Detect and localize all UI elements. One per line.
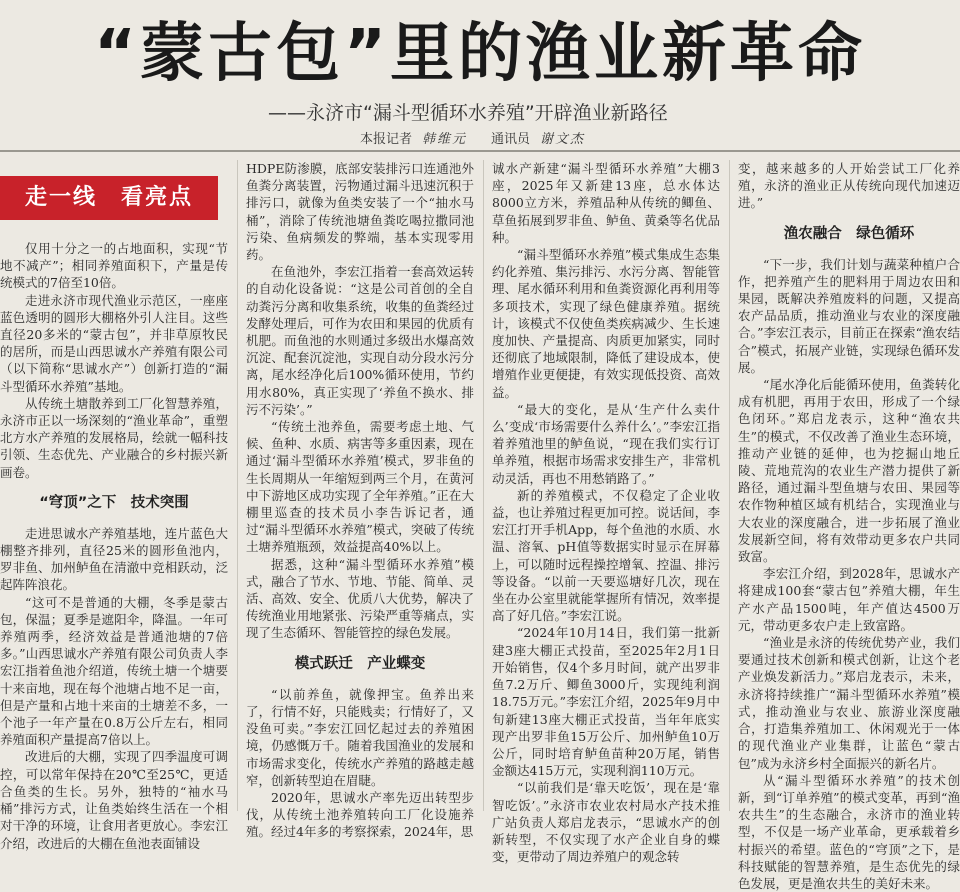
section-heading: 渔农融合 绿色循环 bbox=[783, 225, 915, 242]
paragraph: “以前我们是‘靠天吃饭’，现在是‘靠智吃饭’。”永济市农业农村局水产技术推广站负责人郑启龙表示，“思诚水产的创新转型，不仅实现了水产企业自身的蝶变，更带动了周边养殖户的观念转 bbox=[492, 780, 720, 865]
article-column-3 bbox=[492, 160, 720, 865]
paragraph: 据悉，这种“漏斗型循环水养殖”模式，融合了节水、节地、节能、简单、灵活、高效、安全、优质八大优势，解决了传统渔业用地紧张、污染严重等痛点，实现了生态循环、智能管控的绿色发展。 bbox=[246, 556, 474, 641]
paragraph: “以前养鱼，就像押宝。鱼养出来了，行情不好，只能贱卖；行情好了，又没鱼可卖。”李宏江回忆起过去的养殖困境，仍感慨万千。随着我国渔业的发展和市场需求变化，传统水产养殖的路越走越窄，创新转型迫在眉睫。 bbox=[246, 686, 474, 788]
reporter-name: 韩维元 bbox=[422, 132, 468, 147]
paragraph: 改进后的大棚，实现了四季温度可调控，可以常年保持在20℃至25℃，更适合鱼类的生长。另外，独特的“袖水马桶”排污方式，让鱼类始终生活在一个相对干净的环境，让食用者更放心。李宏江介绍，改进后的大棚在鱼池表面铺设 bbox=[0, 749, 228, 851]
paragraph: 从传统土塘散养到工厂化智慧养殖，永济市正以一场深刻的“渔业革命”，重塑北方水产养殖的发展格局，绘就一幅科技引领、生态优先、产业融合的乡村振兴新画卷。 bbox=[0, 395, 228, 480]
paragraph: 走进永济市现代渔业示范区，一座座蓝色透明的圆形大棚格外引人注目。这些直径20多米的“蒙古包”，并非草原牧民的居所，而是山西思诚水产养殖有限公司（以下简称“思诚水产”）创新打造的“漏斗型循环水养殖”基地。 bbox=[0, 292, 228, 394]
section-heading: “穹顶”之下 技术突围 bbox=[39, 494, 189, 511]
paragraph: “2024年10月14日，我们第一批新建3座大棚正式投苗，至2025年2月1日开始销售，仅4个多月时间，就产出罗非鱼7.2万斤、鲫鱼3000斤，实现纯利润18.75万元。”李宏江介绍，2025年9月中旬新建13座大棚正式投苗，当年年底实现产出罗非鱼15万公斤、加州鲈鱼10万公斤，同时培育鲈鱼苗种20万尾，销售金额达415万元，实现利润110万元。 bbox=[492, 625, 720, 779]
paragraph: 变，越来越多的人开始尝试工厂化养殖，永济的渔业正从传统向现代加速迈进。” bbox=[738, 161, 960, 211]
article-column-1 bbox=[0, 160, 228, 851]
paragraph: 诚水产新建“漏斗型循环水养殖”大棚3座，2025年又新建13座，总水体达8000立方米，养殖品种从传统的鲫鱼、草鱼拓展到罗非鱼、鲈鱼、黄桑等名优品种。 bbox=[492, 161, 720, 245]
paragraph: “最大的变化，是从‘生产什么卖什么’变成‘市场需要什么养什么’。”李宏江指着养殖池里的鲈鱼说，“现在我们实行订单养殖，根据市场需求安排生产，非常机动灵活，再也不用愁销路了。” bbox=[492, 401, 720, 486]
article-column-4 bbox=[738, 160, 960, 891]
article-headline: “蒙古包”里的渔业新革命 bbox=[93, 17, 867, 91]
section-heading: 模式跃迁 产业蝶变 bbox=[294, 655, 426, 672]
correspondent-name: 谢文杰 bbox=[540, 132, 586, 147]
article-subtitle: ——永济市“漏斗型循环水养殖”开辟渔业新路径 bbox=[268, 102, 668, 124]
paragraph: HDPE防渗膜，底部安装排污口连通池外鱼粪分离装置，污物通过漏斗迅速沉积于排污口，就像为鱼类安装了一个“抽水马桶”，消除了传统池塘鱼粪吃喝拉撒同池污染、鱼病频发的弊端，基本实现零用药。 bbox=[246, 161, 474, 263]
paragraph: “渔业是永济的传统优势产业，我们要通过技术创新和模式创新，让这个老产业焕发新活力。”郑启龙表示，未来，永济将持续推广“漏斗型循环水养殖”模式，推动渔业与农业、旅游业深度融合，打造集养殖加工、休闲观光于一体的现代渔业产业集群，让蓝色“蒙古包”成为永济乡村全面振兴的新名片。 bbox=[738, 635, 960, 771]
paragraph: 走进思诚水产养殖基地，连片蓝色大棚整齐排列，直径25米的圆形鱼池内，罗非鱼、加州鲈鱼在清澈中竞相跃动，泛起阵阵浪花。 bbox=[0, 525, 228, 593]
paragraph: “这可不是普通的大棚，冬季是蒙古包，保温；夏季是遮阳伞，降温。一年可养殖两季，经济效益是普通池塘的7倍多。”山西思诚水产养殖有限公司负责人李宏江指着鱼池介绍道，传统土塘一个塘要十来亩地，现在每个池塘占地不足一亩，但是产量和占地十来亩的土塘差不多，一个池子一年产量在0.8万公斤左右，相同养殖面积产量提高7倍以上。 bbox=[0, 594, 228, 748]
paragraph: 李宏江介绍，到2028年，思诚水产将建成100套“蒙古包”养殖大棚，年生产水产品1500吨，年产值达4500万元，带动更多农户走上致富路。 bbox=[738, 566, 960, 633]
paragraph: 在鱼池外，李宏江指着一套高效运转的自动化设备说：“这是公司首创的全自动粪污分离和收集系统，收集的鱼粪经过发酵处理后，可作为农田和果园的优质有机肥。而鱼池的水则通过多级出水爆高效沉淀、配套沉淀池，实现自动分段水污分离，尾水经净化后100%循环使用，节约用水80%，真正实现了‘养鱼不换水、排污不污染’。” bbox=[246, 264, 474, 417]
header-divider bbox=[0, 150, 960, 152]
byline bbox=[360, 130, 780, 150]
paragraph: 仅用十分之一的占地面积，实现“节地不减产”；相同养殖面积下，产量是传统模式的7倍至10倍。 bbox=[0, 241, 228, 291]
paragraph: 2020年，思诚水产率先迈出转型步伐，从传统土池养殖转向工厂化设施养殖。经过4年多的考察探索，2024年，思 bbox=[246, 789, 474, 840]
paragraph: 从“漏斗型循环水养殖”的技术创新，到“订单养殖”的模式变革，再到“渔农共生”的生态融合，永济市的渔业转型，不仅是一场产业革命，更承载着乡村振兴的希望。蓝色的“穹顶”之下，是科技赋能的智慧养殖，是生态优先的绿色发展，更是渔农共生的美好未来。 bbox=[738, 772, 960, 891]
column-divider bbox=[729, 160, 730, 811]
column-divider bbox=[483, 160, 484, 811]
article-column-2 bbox=[246, 160, 474, 840]
paragraph: “下一步，我们计划与蔬菜种植户合作，把养殖产生的肥料用于周边农田和果园，既解决养殖废料的问题，又提高农产品品质，推动渔业与农业的深度融合。”李宏江表示，目前正在探索“渔农结合”模式，拓展产业链，实现绿色循环发展。 bbox=[738, 256, 960, 375]
column-banner: 走一线 看亮点 bbox=[0, 176, 218, 220]
paragraph: 新的养殖模式，不仅稳定了企业收益，也让养殖过程更加可控。说话间，李宏江打开手机App，每个鱼池的水质、水温、溶氧、pH值等数据实时显示在屏幕上，可以随时远程操控增氧、控温、排污等设备。“以前一天要巡塘好几次，现在坐在办公室里就能掌握所有情况，效率提高了好几倍。”李宏江说。 bbox=[492, 487, 720, 624]
paragraph: “传统土池养鱼，需要考虑土地、气候、鱼种、水质、病害等多重因素，现在通过‘漏斗型循环水养殖’模式，罗非鱼的生长周期从一年缩短到两三个月，在黄河中下游地区成功实现了全年养殖。”正在大棚里巡查的技术员小李告诉记者，通过“漏斗型循环水养殖”模式，突破了传统土塘养殖瓶颈，效益提高40%以上。 bbox=[246, 419, 474, 555]
correspondent-role: 通讯员 bbox=[491, 132, 531, 147]
reporter-role: 本报记者 bbox=[360, 132, 413, 147]
paragraph: “漏斗型循环水养殖”模式集成生态集约化养殖、集污排污、水污分离、智能管理、尾水循环利用和鱼粪资源化再利用等多项技术，实现了绿色健康养殖。据统计，该模式不仅使鱼类疾病减少、生长速度加快、产量提高、肉质更加紧实，同时还彻底了地域限制，降低了建设成本，使增殖作业更便捷，有效实现低投资、高效益。 bbox=[492, 247, 720, 400]
column-divider bbox=[237, 160, 238, 811]
paragraph: “尾水净化后能循环使用，鱼粪转化成有机肥，再用于农田，形成了一个绿色闭环。”郑启龙表示，这种“渔农共生”的模式，不仅改善了渔业生态环境，推动产业链的延伸，也为挖掘山地丘陵、荒地荒沟的农业生产潜力提供了新路径，通过漏斗型鱼塘与农田、果园等农作物种植区域有机结合，实现渔业与大农业的深度融合，进一步拓展了渔业发展新空间，将有效带动更多农户共同致富。 bbox=[738, 377, 960, 565]
